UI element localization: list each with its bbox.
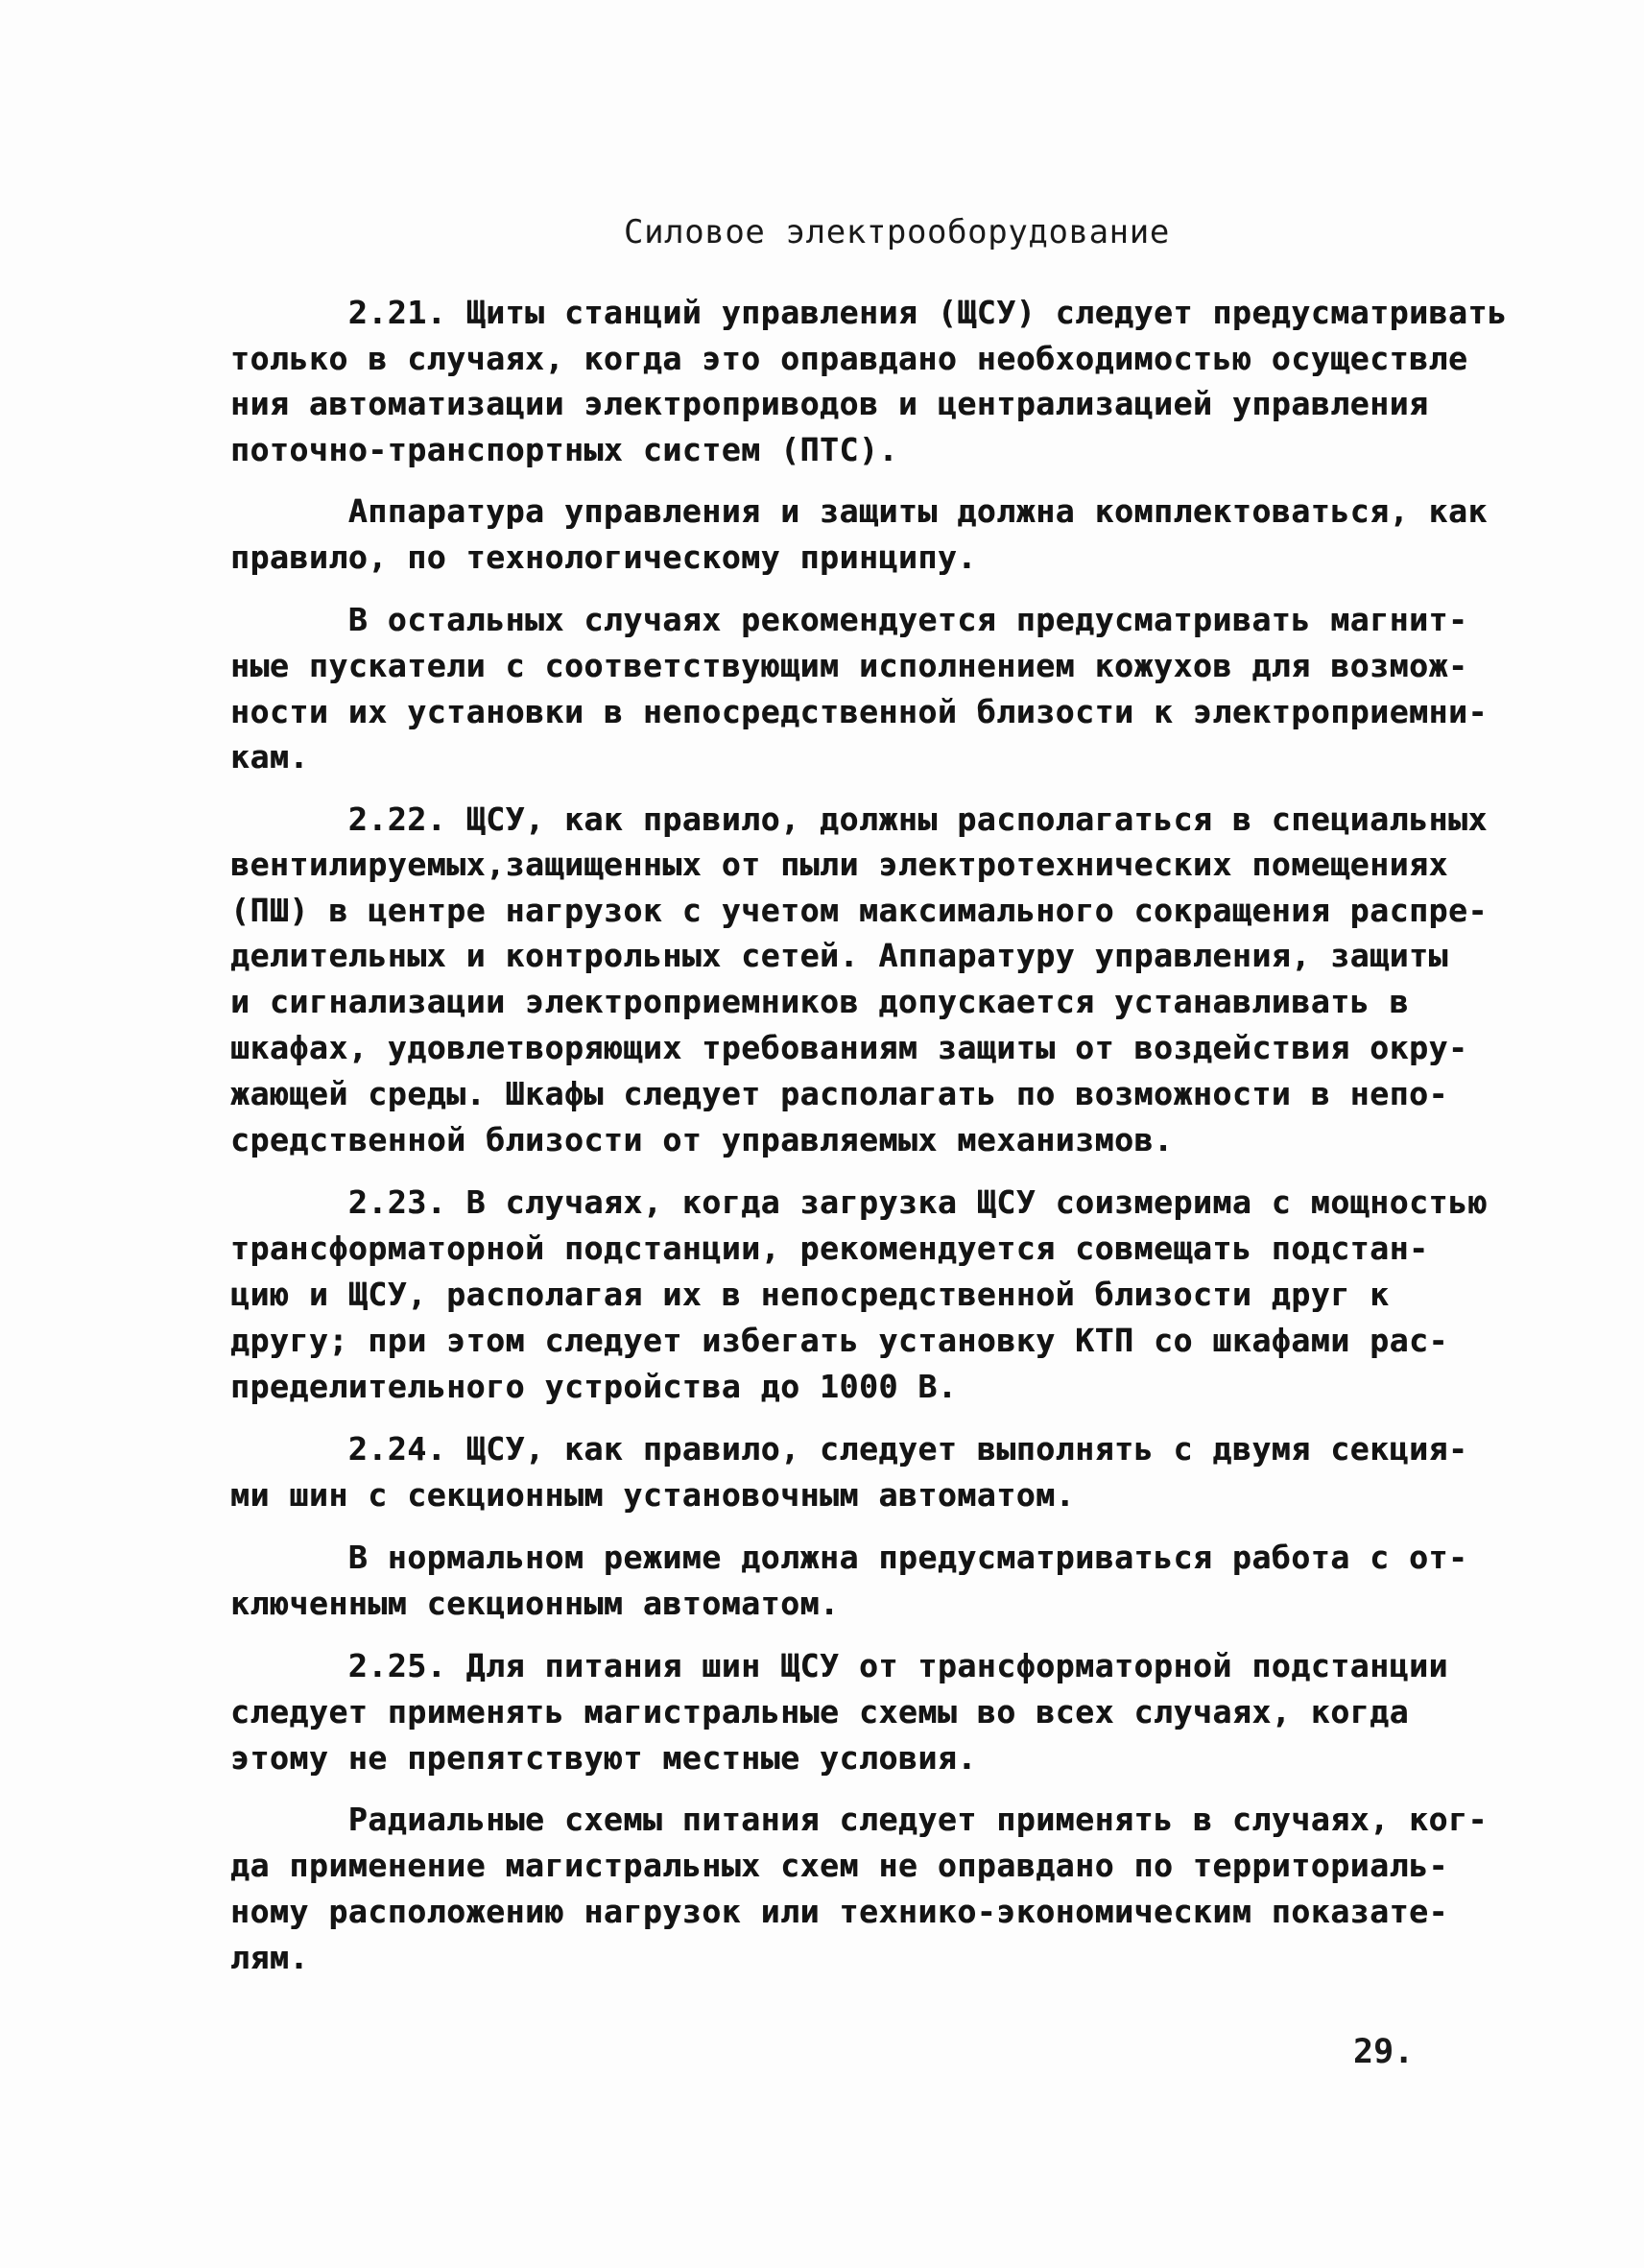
section-title: Силовое электрооборудование [624, 213, 1170, 251]
paragraph-line: шкафах, удовлетворяющих требованиям защиты от воздействия окру- [230, 1029, 1468, 1066]
paragraph-line: 2.23. В случаях, когда загрузка ЩСУ соизмерима с мощностью [230, 1183, 1488, 1221]
paragraph-line: В нормальном режиме должна предусматриваться работа с от- [230, 1539, 1468, 1576]
paragraph-line: В остальных случаях рекомендуется предусматривать магнит- [230, 601, 1468, 638]
paragraph-line: правило, по технологическому принципу. [230, 538, 977, 576]
paragraph-line: жающей среды. Шкафы следует располагать по возможности в непо- [230, 1075, 1448, 1112]
paragraph-line: этому не препятствуют местные условия. [230, 1739, 977, 1777]
paragraph-line: ми шин с секционным установочным автоматом. [230, 1476, 1076, 1514]
paragraph-line: ные пускатели с соответствующим исполнением кожухов для возмож- [230, 647, 1468, 684]
paragraph-line: 2.21. Щиты станций управления (ЩСУ) следует предусматривать [230, 294, 1508, 331]
paragraph-line: делительных и контрольных сетей. Аппаратуру управления, защиты [230, 937, 1448, 974]
paragraph-line: средственной близости от управляемых механизмов. [230, 1121, 1174, 1158]
paragraph-line: 2.25. Для питания шин ЩСУ от трансформаторной подстанции [230, 1647, 1448, 1684]
paragraph-line: кам. [230, 738, 309, 776]
paragraph-line: другу; при этом следует избегать установку КТП со шкафами рас- [230, 1322, 1448, 1359]
paragraph-line: Радиальные схемы питания следует применять в случаях, ког- [230, 1801, 1488, 1838]
paragraph-line: вентилируемых,защищенных от пыли электротехнических помещениях [230, 846, 1448, 883]
paragraph-line: только в случаях, когда это оправдано необходимостью осуществле [230, 340, 1468, 377]
paragraph-line: (ПШ) в центре нагрузок с учетом максимального сокращения распре- [230, 892, 1488, 929]
paragraph-line: ности их установки в непосредственной близости к электроприемни- [230, 693, 1488, 730]
paragraph-line: трансформаторной подстанции, рекомендуется совмещать подстан- [230, 1229, 1429, 1267]
paragraph-line: лям. [230, 1939, 309, 1976]
paragraph-line: ключенным секционным автоматом. [230, 1585, 840, 1622]
page-number: 29. [1353, 2033, 1415, 2071]
paragraph-line: поточно-транспортных систем (ПТС). [230, 431, 898, 468]
paragraph-line: 2.22. ЩСУ, как правило, должны располагаться в специальных [230, 800, 1488, 838]
paragraph-line: 2.24. ЩСУ, как правило, следует выполнять с двумя секция- [230, 1430, 1468, 1468]
paragraph-line: цию и ЩСУ, располагая их в непосредственной близости друг к [230, 1276, 1390, 1313]
paragraph-line: следует применять магистральные схемы во всех случаях, когда [230, 1693, 1410, 1731]
paragraph-line: да применение магистральных схем не оправдано по территориаль- [230, 1847, 1448, 1884]
paragraph-line: ния автоматизации электроприводов и централизацией управления [230, 385, 1429, 422]
paragraph-line: Аппаратура управления и защиты должна комплектоваться, как [230, 492, 1488, 530]
paragraph-line: пределительного устройства до 1000 В. [230, 1368, 958, 1405]
paragraph-line: ному расположению нагрузок или технико-экономическим показате- [230, 1893, 1448, 1930]
paragraph-line: и сигнализации электроприемников допускается устанавливать в [230, 983, 1410, 1020]
